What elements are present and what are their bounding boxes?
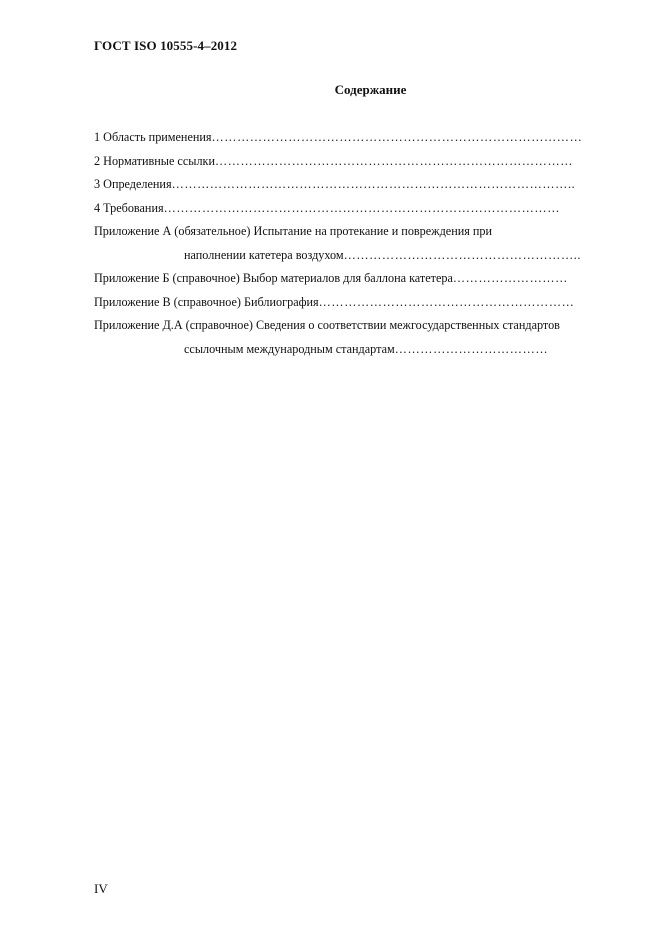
toc-entry-text: 1 Область применения <box>94 130 212 144</box>
toc-entry-definitions[interactable] <box>94 176 575 192</box>
toc-entry-text: Приложение А (обязательное) Испытание на протекание и повреждения при <box>94 224 493 238</box>
toc-leader-dots: ……………………… <box>452 271 568 285</box>
toc-entry-annex-a-continued[interactable] <box>184 247 581 263</box>
toc-entry-text: 4 Требования <box>94 201 164 215</box>
toc-leader-dots: …………………………………………………………………………… <box>211 130 583 144</box>
toc-entry-text: 3 Определения <box>94 177 172 191</box>
toc-entry-normative-references[interactable] <box>94 153 573 169</box>
toc-entry-annex-c[interactable] <box>94 294 574 310</box>
toc-entry-annex-b[interactable] <box>94 270 568 286</box>
document-code-header: ГОСТ ISO 10555-4–2012 <box>94 38 238 53</box>
toc-leader-dots: …………………………………………………… <box>318 295 575 309</box>
toc-entry-annex-a[interactable] <box>94 223 492 239</box>
toc-entry-text: наполнении катетера воздухом <box>184 248 344 262</box>
toc-title: Содержание <box>334 82 407 97</box>
toc-leader-dots: ……………………………… <box>394 342 549 356</box>
toc-entry-text: Приложение Д.А (справочное) Сведения о соответствии межгосударственных стандартов <box>94 318 560 332</box>
toc-leader-dots: ………………………………………………………………………… <box>214 154 574 168</box>
toc-entry-annex-da[interactable] <box>94 317 560 333</box>
toc-entry-scope[interactable] <box>94 129 582 145</box>
toc-leader-dots: ……………………………………………….. <box>343 248 582 262</box>
toc-leader-dots: ………………………………………………………………………………… <box>163 201 560 215</box>
toc-entry-text: Приложение В (справочное) Библиография <box>94 295 319 309</box>
toc-entry-text: ссылочным международным стандартам <box>184 342 395 356</box>
toc-leader-dots: ………………………………………………………………………………….. <box>171 177 576 191</box>
toc-entry-text: Приложение Б (справочное) Выбор материалов для баллона катетера <box>94 271 453 285</box>
toc-entry-requirements[interactable] <box>94 200 560 216</box>
toc-entry-text: 2 Нормативные ссылки <box>94 154 215 168</box>
toc-entry-annex-da-continued[interactable] <box>184 341 548 357</box>
page-number: IV <box>94 881 108 896</box>
